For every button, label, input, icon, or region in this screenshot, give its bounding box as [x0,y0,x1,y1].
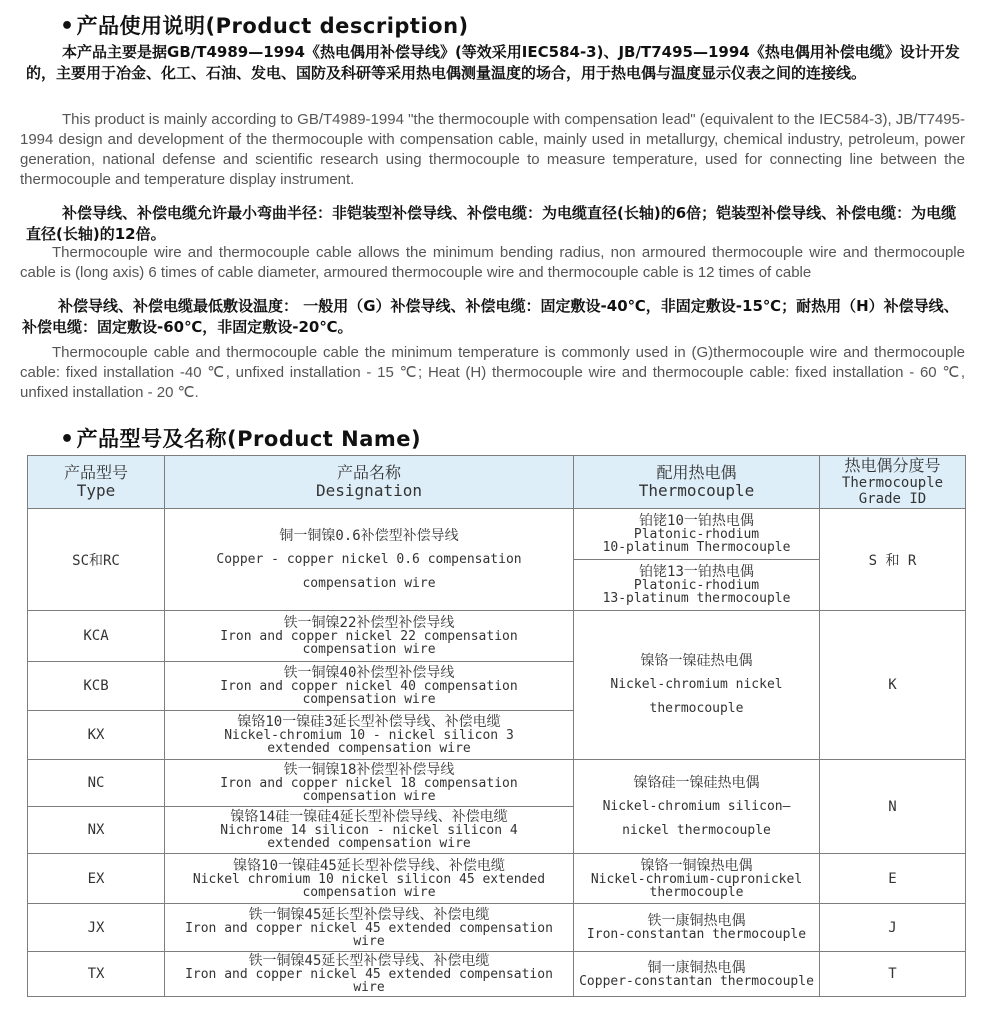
type-cell: TX [28,952,165,997]
table-row [28,611,966,662]
designation-cell: 铁一铜镍40补偿型补偿导线 Iron and copper nickel 40 compensation compensation wire [165,662,574,711]
min-temperature-paragraph-cn: 补偿导线、补偿电缆最低敷设温度： 一般用（G）补偿导线、补偿电缆：固定敷设-40℃，非固定敷设-15℃；耐热用（H）补偿导线、补偿电缆：固定敷设-60℃，非固定敷设-20℃。 [22,297,959,336]
header-thermocouple: 配用热电偶 Thermocouple [574,456,820,509]
type-cell: SC和RC [28,509,165,611]
grade-cell: J [820,904,966,952]
type-cell: NX [28,807,165,854]
table-row [28,904,966,952]
designation-cell: 镍铬10一镍硅3延长型补偿导线、补偿电缆 Nickel-chromium 10 - nickel silicon 3 extended compensation wire [165,711,574,760]
type-cell: KX [28,711,165,760]
designation-cell: 铁一铜镍18补偿型补偿导线 Iron and copper nickel 18 compensation compensation wire [165,760,574,807]
thermocouple-cell: 铂铑13一铂热电偶 Platonic-rhodium 13-platinum thermocouple [574,560,820,611]
table-row [28,952,966,997]
type-cell: EX [28,854,165,904]
section-title-description: •产品使用说明(Product description) [60,14,469,39]
header-designation: 产品名称 Designation [165,456,574,509]
designation-cell: 铁一铜镍45延长型补偿导线、补偿电缆 Iron and copper nickel 45 extended compensation wire [165,952,574,997]
bending-radius-paragraph-en: Thermocouple wire and thermocouple cable allows the minimum bending radius, non armoured thermocouple wire and thermocouple cable is (long axis) 6 times of cable diameter, armoured thermocouple wire and thermocouple cable is 12 times of cable [20,244,965,281]
description-paragraph-en: This product is mainly according to GB/T4989-1994 "the thermocouple with compensation lead" (equivalent to the IEC584-3), JB/T7495-1994 design and development of the thermocouple with compensation cable, mainly used in metallurgy, chemical industry, petroleum, power generation, national defense and scientific research using thermocouple to measure temperature, used for connecting line between the thermocouple and temperature display instrument. [20,111,965,188]
table-row [28,760,966,807]
grade-cell: S 和 R [820,509,966,611]
designation-cell: 铁一铜镍22补偿型补偿导线 Iron and copper nickel 22 compensation compensation wire [165,611,574,662]
thermocouple-cell: 镍铬一铜镍热电偶 Nickel-chromium-cupronickel thermocouple [574,854,820,904]
description-paragraph-cn: 本产品主要是据GB/T4989—1994《热电偶用补偿导线》(等效采用IEC584-3)、JB/T7495—1994《热电偶用补偿电缆》设计开发的，主要用于冶金、化工、石油、发电、国防及科研等采用热电偶测量温度的场合，用于热电偶与温度显示仪表之间的连接线。 [26,43,960,82]
thermocouple-cell: 镍铬硅一镍硅热电偶 Nickel-chromium silicon— nickel thermocouple [574,760,820,854]
table-row [28,509,966,560]
type-cell: JX [28,904,165,952]
grade-cell: K [820,611,966,760]
designation-cell: 镍铬14硅一镍硅4延长型补偿导线、补偿电缆 Nichrome 14 silicon - nickel silicon 4 extended compensation wire [165,807,574,854]
designation-cell: 镍铬10一镍硅45延长型补偿导线、补偿电缆 Nickel chromium 10 nickel silicon 45 extended compensation wire [165,854,574,904]
grade-cell: N [820,760,966,854]
type-cell: KCB [28,662,165,711]
table-header-row [28,456,966,509]
grade-cell: E [820,854,966,904]
bending-radius-paragraph-cn: 补偿导线、补偿电缆允许最小弯曲半径：非铠装型补偿导线、补偿电缆：为电缆直径(长轴)的6倍；铠装型补偿导线、补偿电缆：为电缆直径(长轴)的12倍。 [26,204,957,243]
bullet-icon: • [60,427,75,452]
thermocouple-cell: 镍铬一镍硅热电偶 Nickel-chromium nickel thermocouple [574,611,820,760]
header-grade: 热电偶分度号 Thermocouple Grade ID [820,456,966,509]
type-cell: NC [28,760,165,807]
product-name-table [27,455,966,997]
designation-cell: 铁一铜镍45延长型补偿导线、补偿电缆 Iron and copper nickel 45 extended compensation wire [165,904,574,952]
designation-cell: 铜一铜镍0.6补偿型补偿导线 Copper - copper nickel 0.6 compensation compensation wire [165,509,574,611]
min-temperature-paragraph-en: Thermocouple cable and thermocouple cable the minimum temperature is commonly used in (G)thermocouple wire and thermocouple cable: fixed installation -40 ℃, unfixed installation - 15 ℃; Heat (H) thermocouple wire and thermocouple cable: fixed installation - 60 ℃, unfixed installation - 20 ℃. [20,344,965,401]
section-title-product-name: •产品型号及名称(Product Name) [60,427,422,452]
type-cell: KCA [28,611,165,662]
table-row [28,854,966,904]
bullet-icon: • [60,14,75,39]
grade-cell: T [820,952,966,997]
thermocouple-cell: 铁一康铜热电偶 Iron-constantan thermocouple [574,904,820,952]
header-type: 产品型号 Type [28,456,165,509]
thermocouple-cell: 铂铑10一铂热电偶 Platonic-rhodium 10-platinum Thermocouple [574,509,820,560]
thermocouple-cell: 铜一康铜热电偶 Copper-constantan thermocouple [574,952,820,997]
